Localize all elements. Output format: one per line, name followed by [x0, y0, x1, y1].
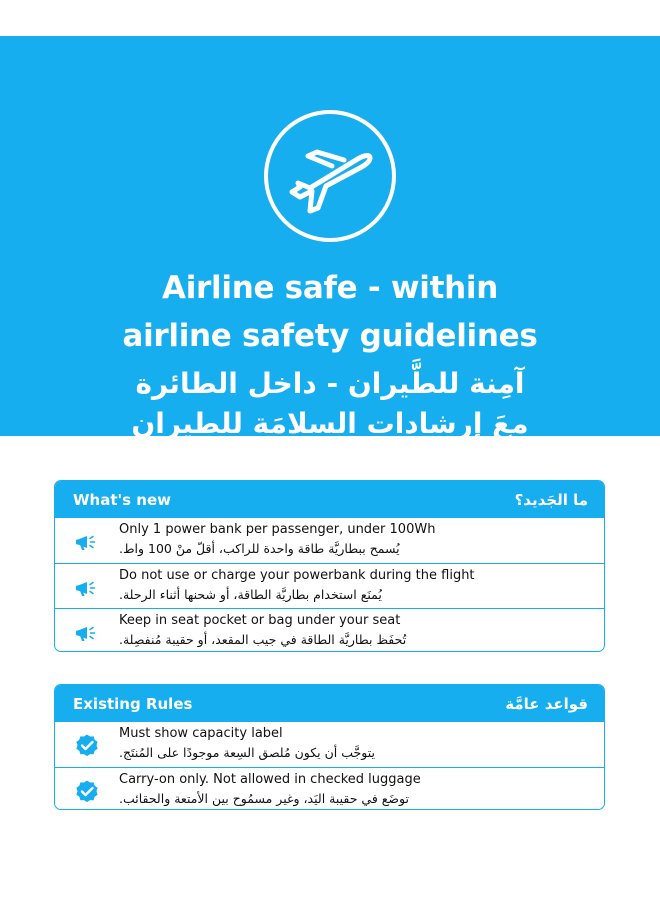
- list-item: [55, 518, 604, 563]
- existing-rules-title-ar: قواعد عامَّة: [505, 694, 588, 713]
- item-text-ar: توضَع في حقيبة اليَد، وغير مسمُوح بين الأمتعة والحقائب.: [119, 791, 409, 806]
- page-title-ar: [0, 364, 660, 444]
- title-en-line-2: airline safety guidelines: [122, 318, 538, 354]
- list-item: [55, 608, 604, 652]
- check-badge-icon: [74, 733, 100, 759]
- hero-banner: [0, 36, 660, 440]
- whats-new-card: [54, 480, 605, 652]
- airplane-icon: [286, 136, 374, 216]
- check-badge-icon: [74, 779, 100, 805]
- megaphone-icon: [74, 529, 100, 555]
- existing-rules-title-en: Existing Rules: [73, 694, 193, 713]
- title-en-line-1: Airline safe - within: [162, 270, 498, 306]
- airplane-badge: [264, 110, 396, 242]
- list-item: [55, 767, 604, 810]
- list-item: [55, 722, 604, 767]
- item-text-en: Keep in seat pocket or bag under your seat: [119, 613, 401, 628]
- item-text-en: Do not use or charge your powerbank during the flight: [119, 568, 475, 583]
- item-text-ar: تُحفَظ بطاريَّة الطاقة في جيب المقعد، أو حقيبة مُنفصِلة.: [119, 632, 407, 647]
- item-text-en: Carry-on only. Not allowed in checked luggage: [119, 772, 421, 787]
- page-title-en: [0, 264, 660, 360]
- megaphone-icon: [74, 620, 100, 646]
- existing-rules-header: [55, 685, 604, 722]
- item-text-ar: يُمنَع استخدام بطاريَّة الطاقة، أو شحنها أثناء الرحلة.: [119, 587, 382, 602]
- whats-new-title-ar: ما الجَديد؟: [514, 490, 588, 509]
- list-item: [55, 563, 604, 608]
- title-ar-line-1: آمِنة للطَّيران - داخل الطائرة: [135, 367, 525, 400]
- item-text-en: Only 1 power bank per passenger, under 100Wh: [119, 522, 436, 537]
- megaphone-icon: [74, 575, 100, 601]
- existing-rules-card: [54, 684, 605, 810]
- whats-new-header: [55, 481, 604, 518]
- item-text-en: Must show capacity label: [119, 726, 283, 741]
- item-text-ar: يتوجَّب أن يكون مُلصق السِعة موجودًا على المُنتَج.: [119, 745, 375, 760]
- whats-new-title-en: What's new: [73, 490, 171, 509]
- item-text-ar: يُسمح ببطاريَّة طاقة واحدة للراكب، أقلّ منْ 100 واط.: [119, 541, 400, 556]
- title-ar-line-2: معَ إرشادات السلامَة للطيران: [131, 407, 529, 440]
